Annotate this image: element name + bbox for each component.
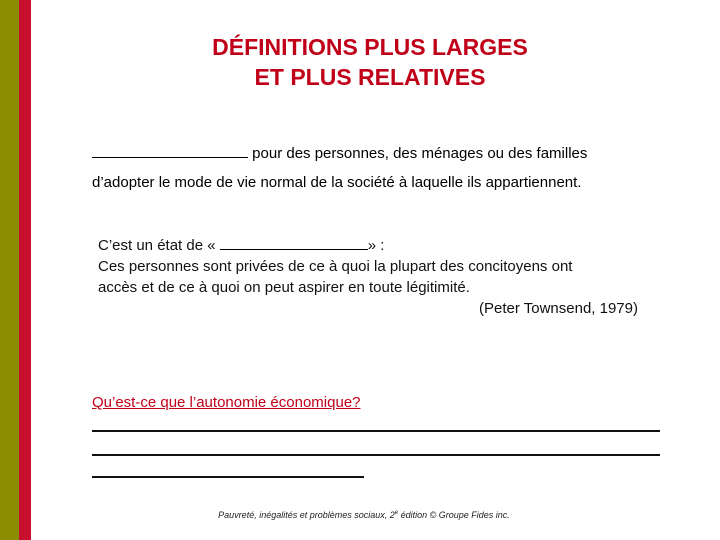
footer-main: Pauvreté, inégalités et problèmes sociaux, 2 [218,510,395,520]
question-heading: Qu’est-ce que l’autonomie économique? [92,394,361,411]
slide-title-line-2: ET PLUS RELATIVES [254,64,486,90]
quote-line-1 [98,236,638,256]
answer-line-3 [92,476,364,478]
footer-superscript: e [394,510,399,516]
slide-title-line-1: DÉFINITIONS PLUS LARGES [212,34,528,60]
left-olive-stripe [0,0,19,540]
quote-line-3: accès et de ce à quoi on peut aspirer en toute légitimité. [98,279,470,296]
definition-line-2: d’adopter le mode de vie normal de la société à laquelle ils appartiennent. [92,174,582,191]
quote-line-2: Ces personnes sont privées de ce à quoi la plupart des concitoyens ont [98,258,573,275]
quote-prefix: C’est un état de « [98,237,220,254]
definition-line-1 [92,145,587,162]
left-red-stripe [19,0,31,540]
footer-citation [0,510,720,520]
answer-line-1 [92,430,660,432]
quote-suffix: » : [367,237,385,254]
fill-in-blank-2 [220,237,368,250]
answer-line-2 [92,454,660,456]
definition-line-1-text: pour des personnes, des ménages ou des familles [248,145,588,162]
fill-in-blank-1 [92,145,248,158]
footer-rest: édition © Groupe Fides inc. [398,510,510,520]
quote-attribution: (Peter Townsend, 1979) [479,300,638,317]
